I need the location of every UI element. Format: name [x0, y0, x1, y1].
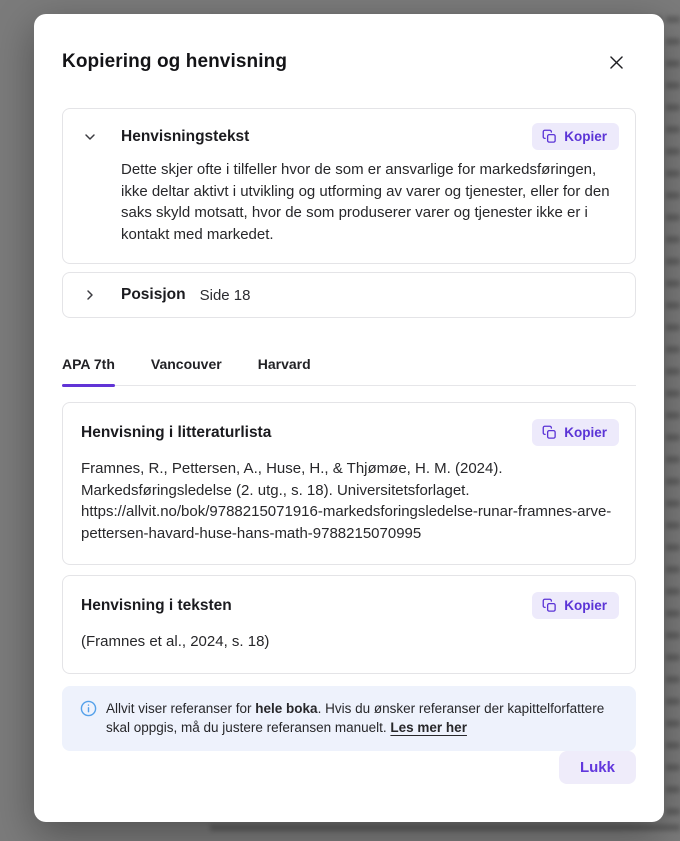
- citation-text-card-title: Henvisningstekst: [121, 127, 250, 145]
- citation-style-tabs: [62, 356, 636, 386]
- info-text-prefix: Allvit viser referanser for: [106, 700, 256, 716]
- position-label: Posisjon: [121, 286, 186, 303]
- copy-citation-text-button[interactable]: [532, 123, 619, 150]
- bibliography-reference-card: [62, 402, 636, 565]
- intext-reference-text: (Framnes et al., 2024, s. 18): [81, 633, 270, 650]
- copy-icon: [542, 129, 557, 144]
- intext-reference-card: [62, 575, 636, 674]
- intext-card-header: [81, 592, 619, 619]
- copy-button-label: Kopier: [564, 425, 607, 440]
- dialog-footer: [62, 751, 636, 812]
- citation-text-card: [62, 108, 636, 264]
- info-icon: [80, 700, 97, 717]
- chevron-right-icon: [82, 287, 98, 303]
- copy-citation-dialog: [34, 14, 664, 822]
- copy-icon: [542, 598, 557, 613]
- tab-harvard[interactable]: Harvard: [258, 356, 311, 385]
- copy-icon: [542, 425, 557, 440]
- info-banner-text: [106, 699, 620, 738]
- citation-text-card-header: [81, 123, 619, 150]
- copy-bibliography-button[interactable]: [532, 419, 619, 446]
- position-value: Side 18: [199, 286, 251, 304]
- close-dialog-button[interactable]: Lukk: [559, 751, 636, 784]
- info-text-middle: . Hvis du ønsker referanser der kapittelforfattere skal oppgis, må du justere referansen manuelt.: [106, 700, 605, 735]
- intext-card-title: Henvisning i teksten: [81, 596, 232, 614]
- reference-info-banner: [62, 686, 636, 751]
- collapse-toggle-button[interactable]: [81, 128, 99, 146]
- background-page-text: [210, 824, 680, 841]
- bibliography-card-header: [81, 419, 619, 446]
- citation-text-body: Dette skjer ofte i tilfeller hvor de som er ansvarlige for markedsføringen, ikke deltar aktivt i utvikling og utforming av varer og tjenester, eller for den saks skyld motsatt, hvor de som produserer varer og tjenester ikke er i kontakt med markedet.: [121, 161, 610, 243]
- copy-intext-button[interactable]: [532, 592, 619, 619]
- copy-button-label: Kopier: [564, 598, 607, 613]
- background-page-text: [666, 16, 680, 826]
- bibliography-reference-text: Framnes, R., Pettersen, A., Huse, H., & Thjømøe, H. M. (2024). Markedsføringsledelse (2. utg., s. 18). Universitetsforlaget. https://allvit.no/bok/9788215071916-markedsforingsledelse-runar-framnes-arve-pettersen-havard-huse-hans-math-9788215070995: [81, 460, 612, 542]
- position-row[interactable]: [62, 272, 636, 318]
- close-icon: [607, 53, 626, 72]
- close-button[interactable]: [602, 48, 630, 76]
- tab-vancouver[interactable]: Vancouver: [151, 356, 222, 385]
- bibliography-card-title: Henvisning i litteraturlista: [81, 423, 272, 441]
- copy-button-label: Kopier: [564, 129, 607, 144]
- dialog-header: [62, 48, 636, 76]
- info-text-bold: hele boka: [255, 700, 318, 716]
- tab-apa-7th[interactable]: APA 7th: [62, 356, 115, 385]
- read-more-link[interactable]: Les mer her: [390, 720, 467, 735]
- dialog-title: Kopiering og henvisning: [62, 51, 288, 72]
- expand-toggle-button[interactable]: [81, 286, 99, 304]
- chevron-down-icon: [82, 129, 98, 145]
